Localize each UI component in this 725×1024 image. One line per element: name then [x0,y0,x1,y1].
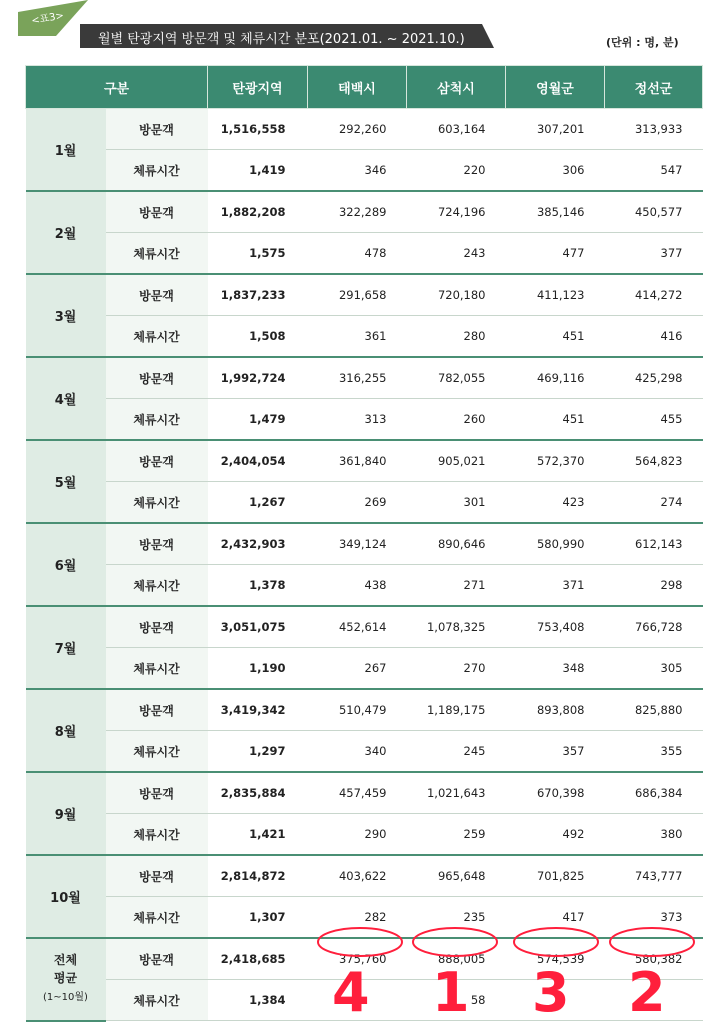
jeongseon-visitors: 450,577 [605,191,703,233]
taebaek-visitors: 452,614 [308,606,407,648]
table-row [26,689,703,731]
visitors-label: 방문객 [106,523,208,565]
header-samcheok: 삼척시 [407,66,506,109]
jeongseon-stay: 373 [605,897,703,939]
samcheok-visitors: 1,189,175 [407,689,506,731]
coal-region-visitors: 2,404,054 [208,440,308,482]
yeongwol-visitors: 893,808 [506,689,605,731]
coal-region-visitors: 2,432,903 [208,523,308,565]
jeongseon-stay: 305 [605,648,703,690]
taebaek-visitors: 322,289 [308,191,407,233]
coal-region-stay: 1,267 [208,482,308,524]
stay-label: 체류시간 [106,731,208,773]
coal-region-stay: 1,508 [208,316,308,358]
month-label: 3월 [26,274,106,357]
jeongseon-stay: 355 [605,731,703,773]
samcheok-visitors: 782,055 [407,357,506,399]
table-row-average [26,980,703,1021]
month-label: 2월 [26,191,106,274]
samcheok-stay: 220 [407,150,506,192]
rank-samcheok: 1 [432,961,470,1024]
month-label: 6월 [26,523,106,606]
unit-note: (단위 : 명, 분) [606,36,679,49]
visitors-label: 방문객 [106,606,208,648]
coal-region-visitors: 2,835,884 [208,772,308,814]
samcheok-visitors: 720,180 [407,274,506,316]
rank-taebaek: 4 [332,961,370,1024]
coal-region-stay: 1,384 [208,980,308,1021]
stay-label: 체류시간 [106,399,208,441]
table-header-row [26,66,703,109]
average-label-line1: 전체 [53,953,78,968]
samcheok-stay: 270 [407,648,506,690]
samcheok-visitors: 1,021,643 [407,772,506,814]
taebaek-stay: 282 [308,897,407,939]
header-category: 구분 [26,66,208,109]
visitors-label: 방문객 [106,772,208,814]
yeongwol-stay: 348 [506,648,605,690]
month-label: 9월 [26,772,106,855]
jeongseon-stay: 547 [605,150,703,192]
table-row [26,357,703,399]
jeongseon-stay: 455 [605,399,703,441]
average-label-line2: 평균 [53,971,78,986]
table-row [26,648,703,690]
jeongseon-stay: 416 [605,316,703,358]
visitors-label: 방문객 [106,191,208,233]
header-yeongwol: 영월군 [506,66,605,109]
visitors-label: 방문객 [106,689,208,731]
samcheok-visitors: 965,648 [407,855,506,897]
taebaek-stay: 438 [308,565,407,607]
average-label [26,938,106,1021]
samcheok-stay: 259 [407,814,506,856]
samcheok-stay: 280 [407,316,506,358]
taebaek-visitors: 316,255 [308,357,407,399]
coal-region-visitors: 1,837,233 [208,274,308,316]
yeongwol-stay: 451 [506,399,605,441]
yeongwol-stay: 357 [506,731,605,773]
taebaek-visitors: 510,479 [308,689,407,731]
average-label-sub [27,987,105,1007]
month-label: 1월 [26,109,106,192]
stay-label: 체류시간 [106,980,208,1021]
stay-label: 체류시간 [106,482,208,524]
coal-region-stay: 1,307 [208,897,308,939]
taebaek-stay: 340 [308,731,407,773]
month-label: 4월 [26,357,106,440]
samcheok-visitors: 724,196 [407,191,506,233]
samcheok-stay: 243 [407,233,506,275]
month-label: 7월 [26,606,106,689]
stay-label: 체류시간 [106,897,208,939]
coal-region-stay: 1,575 [208,233,308,275]
yeongwol-visitors: 670,398 [506,772,605,814]
stay-label: 체류시간 [106,150,208,192]
month-label: 10월 [26,855,106,938]
table-row [26,109,703,150]
table-row [26,233,703,275]
rank-yeongwol: 3 [532,961,570,1024]
table-row-average [26,938,703,980]
visitors-label: 방문객 [106,938,208,980]
samcheok-visitors: 1,078,325 [407,606,506,648]
samcheok-visitors: 890,646 [407,523,506,565]
taebaek-visitors: 292,260 [308,109,407,150]
table-row [26,565,703,607]
taebaek-stay: 267 [308,648,407,690]
header-coal-region: 탄광지역 [208,66,308,109]
table-row [26,482,703,524]
table-row [26,606,703,648]
rank-jeongseon: 2 [628,961,666,1024]
jeongseon-visitors: 313,933 [605,109,703,150]
taebaek-stay-average [308,980,407,1021]
coal-region-visitors: 2,814,872 [208,855,308,897]
coal-region-visitors: 1,992,724 [208,357,308,399]
yeongwol-stay-average [506,980,605,1021]
taebaek-visitors: 291,658 [308,274,407,316]
table-row [26,274,703,316]
table-row [26,150,703,192]
visitor-stay-table [25,65,703,1022]
samcheok-visitors-average: 888,005 [407,938,506,980]
jeongseon-stay: 274 [605,482,703,524]
header-jeongseon: 정선군 [605,66,703,109]
coal-region-visitors: 2,418,685 [208,938,308,980]
table-row [26,772,703,814]
samcheok-stay: 301 [407,482,506,524]
yeongwol-visitors: 469,116 [506,357,605,399]
taebaek-stay: 346 [308,150,407,192]
coal-region-visitors: 3,419,342 [208,689,308,731]
samcheok-stay: 235 [407,897,506,939]
visitors-label: 방문객 [106,855,208,897]
taebaek-visitors: 403,622 [308,855,407,897]
yeongwol-visitors: 701,825 [506,855,605,897]
jeongseon-visitors: 743,777 [605,855,703,897]
coal-region-stay: 1,190 [208,648,308,690]
month-label: 5월 [26,440,106,523]
coal-region-visitors: 1,516,558 [208,109,308,150]
jeongseon-stay: 377 [605,233,703,275]
stay-label: 체류시간 [106,565,208,607]
taebaek-visitors: 457,459 [308,772,407,814]
yeongwol-visitors-average: 574,539 [506,938,605,980]
jeongseon-stay: 298 [605,565,703,607]
yeongwol-visitors: 753,408 [506,606,605,648]
yeongwol-stay: 477 [506,233,605,275]
coal-region-stay: 1,419 [208,150,308,192]
yeongwol-stay: 371 [506,565,605,607]
month-label: 8월 [26,689,106,772]
yeongwol-visitors: 385,146 [506,191,605,233]
table-row [26,440,703,482]
jeongseon-stay: 380 [605,814,703,856]
taebaek-stay: 269 [308,482,407,524]
stay-label: 체류시간 [106,814,208,856]
jeongseon-visitors: 564,823 [605,440,703,482]
taebaek-visitors-average: 375,760 [308,938,407,980]
jeongseon-visitors: 825,880 [605,689,703,731]
coal-region-visitors: 1,882,208 [208,191,308,233]
jeongseon-visitors: 612,143 [605,523,703,565]
samcheok-stay: 271 [407,565,506,607]
table-row [26,731,703,773]
table-row [26,855,703,897]
header-taebaek: 태백시 [308,66,407,109]
visitors-label: 방문객 [106,357,208,399]
jeongseon-visitors: 766,728 [605,606,703,648]
taebaek-stay: 290 [308,814,407,856]
stay-label: 체류시간 [106,233,208,275]
table-body [26,109,703,1024]
coal-region-visitors: 3,051,075 [208,606,308,648]
coal-region-stay: 1,297 [208,731,308,773]
yeongwol-stay: 306 [506,150,605,192]
taebaek-visitors: 349,124 [308,523,407,565]
jeongseon-visitors: 425,298 [605,357,703,399]
visitors-label: 방문객 [106,274,208,316]
yeongwol-stay: 451 [506,316,605,358]
yeongwol-visitors: 572,370 [506,440,605,482]
taebaek-stay: 361 [308,316,407,358]
average-period: (1~10월) [43,992,88,1004]
table-row [26,191,703,233]
jeongseon-stay-average [605,980,703,1021]
table-row [26,316,703,358]
table-row [26,523,703,565]
jeongseon-visitors-average: 580,382 [605,938,703,980]
yeongwol-stay: 492 [506,814,605,856]
yeongwol-stay: 423 [506,482,605,524]
jeongseon-visitors: 686,384 [605,772,703,814]
table-row [26,897,703,939]
coal-region-stay: 1,479 [208,399,308,441]
visitors-label: 방문객 [106,109,208,150]
yeongwol-stay: 417 [506,897,605,939]
yeongwol-visitors: 307,201 [506,109,605,150]
visitors-label: 방문객 [106,440,208,482]
samcheok-visitors: 905,021 [407,440,506,482]
yeongwol-visitors: 580,990 [506,523,605,565]
jeongseon-visitors: 414,272 [605,274,703,316]
stay-label: 체류시간 [106,648,208,690]
taebaek-visitors: 361,840 [308,440,407,482]
samcheok-stay: 245 [407,731,506,773]
stay-label: 체류시간 [106,316,208,358]
samcheok-visitors: 603,164 [407,109,506,150]
taebaek-stay: 478 [308,233,407,275]
yeongwol-visitors: 411,123 [506,274,605,316]
samcheok-stay-average: 58 [407,980,506,1021]
table-title: 월별 탄광지역 방문객 및 체류시간 분포(2021.01. ~ 2021.10.) [98,32,465,47]
table-row [26,399,703,441]
samcheok-stay: 260 [407,399,506,441]
coal-region-stay: 1,421 [208,814,308,856]
taebaek-stay: 313 [308,399,407,441]
coal-region-stay: 1,378 [208,565,308,607]
table-row [26,814,703,856]
badge-label: <표3> [30,10,65,27]
